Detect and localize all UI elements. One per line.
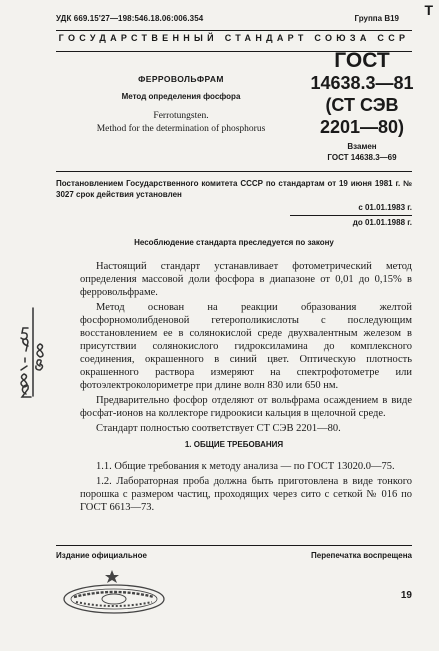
replaced-label: Взамен <box>347 142 377 151</box>
group-code: Группа В19 <box>354 14 399 23</box>
section-title: 1. ОБЩИЕ ТРЕБОВАНИЯ <box>184 440 284 449</box>
st-sev-label: (СТ СЭВ <box>325 95 399 115</box>
reprint-prohibited: Перепечатка воспрещена <box>311 551 412 560</box>
page-number: 19 <box>400 590 412 601</box>
gost-label: ГОСТ <box>334 49 390 72</box>
paragraph: Настоящий стандарт устанавливает фотометрический метод определения массовой доли фосфора в диапазоне от 0,01 до 0,15% в ферровольфраме. <box>80 261 412 298</box>
paragraph: Стандарт полностью соответствует СТ СЭВ 2201—80. <box>96 423 341 434</box>
section1-text <box>80 460 412 516</box>
title-ru: ФЕРРОВОЛЬФРАМ <box>138 74 224 84</box>
title-en-line2: Method for the determination of phosphorus <box>96 124 266 134</box>
gosstandart-banner: ГОСУДАРСТВЕННЫЙ СТАНДАРТ СОЮЗА ССР <box>58 33 410 43</box>
law-warning: Несоблюдение стандарта преследуется по закону <box>134 238 334 247</box>
gost-number: 14638.3—81 <box>310 73 414 93</box>
date-from: с 01.01.1983 г. <box>358 203 412 212</box>
decree-rule <box>56 171 412 172</box>
intro-text <box>80 260 412 437</box>
title-en <box>56 110 306 136</box>
handwritten-note <box>6 296 50 406</box>
paragraph: 1.1. Общие требования к методу анализа — по ГОСТ 13020.0—75. <box>96 461 395 472</box>
library-stamp <box>60 568 168 616</box>
official-edition: Издание официальное <box>56 551 147 560</box>
corner-mark: Т <box>424 2 433 18</box>
title-en-line1: Ferrotungsten. <box>153 111 209 121</box>
title-ru-subtitle: Метод определения фосфора <box>121 92 241 101</box>
paragraph: Метод основан на реакции образования желтой фосфорномолибденовой гетерополикислоты с последующим восстановлением ее в солянокислой среде двухвалентным железом в присутствии солянокислого гидроксиламина до комплексного соединения, окрашенного в синий цвет. Оптическую плотность окрашенного раствора измеряют на спектрофотометре или фотоэлектроколориметре при длине волн 830 или 650 нм. <box>80 302 412 391</box>
st-sev-number: 2201—80) <box>319 117 405 137</box>
date-to: до 01.01.1988 г. <box>290 215 412 230</box>
title-block <box>56 74 306 136</box>
gost-number-block <box>305 50 419 162</box>
paragraph: Предварительно фосфор отделяют от вольфрама осаждением в виде фосфат-ионов на коллекторе гидроокиси кальция в щелочной среде. <box>80 395 412 419</box>
paragraph: 1.2. Лабораторная проба должна быть приготовлена в виде тонкого порошка с размером частиц, проходящих через сито с сеткой № 016 по ГОСТ 6613—73. <box>80 476 412 513</box>
validity-dates <box>290 201 412 230</box>
decree-text: Постановлением Государственного комитета СССР по стандартам от 19 июня 1981 г. № 3027 срок действия установлен <box>56 179 412 199</box>
replaced-standard: ГОСТ 14638.3—69 <box>327 153 397 162</box>
footer-rule <box>56 545 412 546</box>
udk-code: УДК 669.15'27—198:546.18.06:006.354 <box>56 14 204 23</box>
header-rule-top <box>56 30 412 31</box>
